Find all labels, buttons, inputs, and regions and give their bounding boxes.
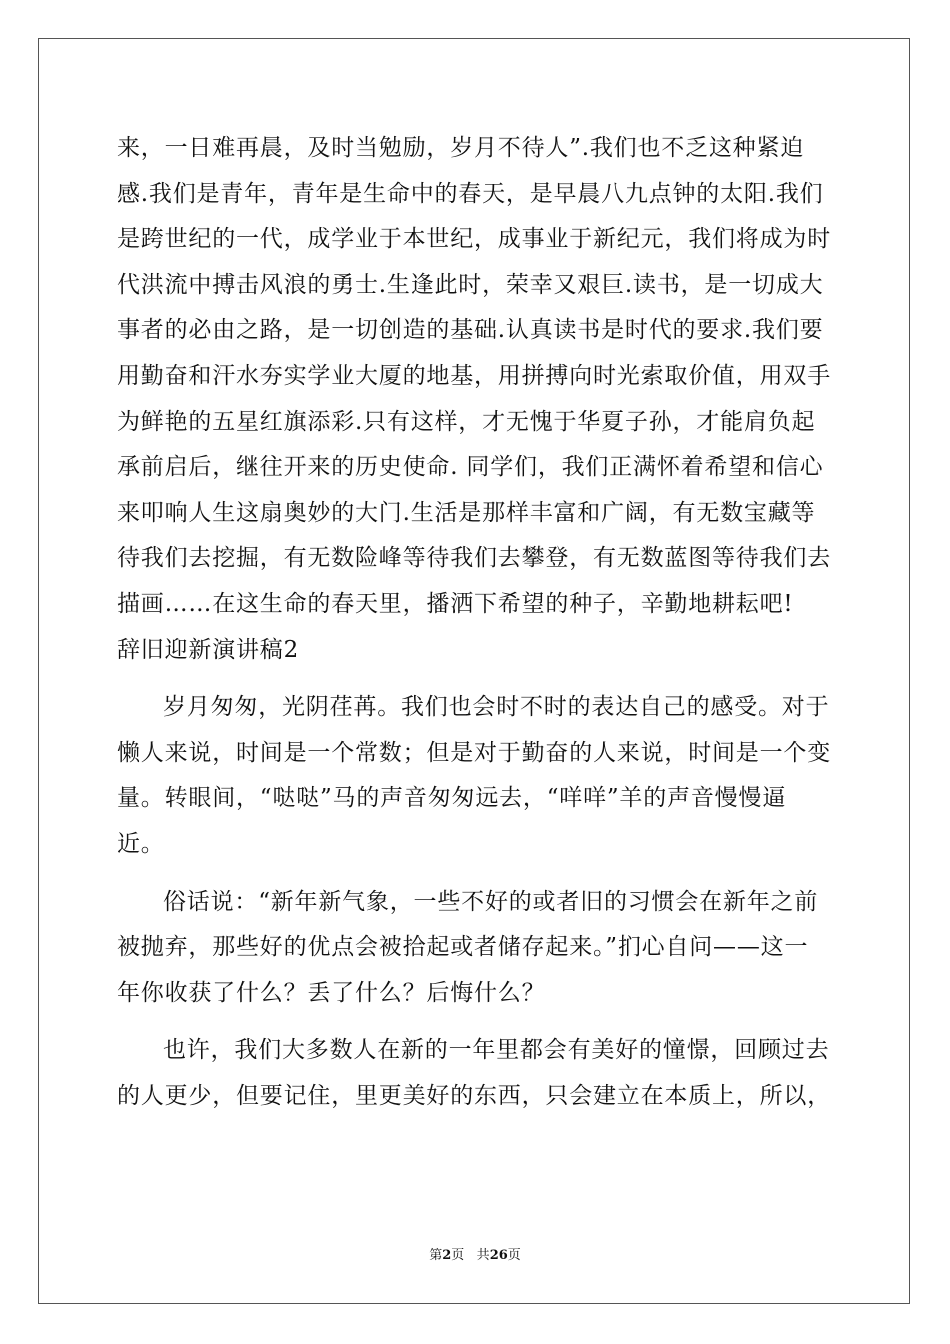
section-heading: 辞旧迎新演讲稿2	[117, 636, 300, 663]
text-line: 感.我们是青年，青年是生命中的春天，是早晨八九点钟的太阳.我们	[117, 180, 824, 207]
text-line: 的人更少，但要记住，里更美好的东西，只会建立在本质上，所以，	[117, 1082, 831, 1109]
page-current: 2	[442, 1248, 452, 1263]
text-line: 量。转眼间，“哒哒”马的声音匆匆远去，“咩咩”羊的声音慢慢逼	[117, 785, 787, 812]
text-line: 来叩响人生这扇奥妙的大门.生活是那样丰富和广阔，有无数宝藏等	[117, 499, 816, 526]
text-line: 事者的必由之路，是一切创造的基础.认真读书是时代的要求.我们要	[117, 317, 824, 344]
text-line: 描画……在这生命的春天里，播洒下希望的种子，辛勤地耕耘吧!	[117, 590, 794, 617]
page-total: 26	[489, 1248, 508, 1263]
paragraph	[117, 880, 837, 1017]
text-line: 是跨世纪的一代，成学业于本世纪，成事业于新纪元，我们将成为时	[117, 226, 831, 253]
text-line: 来，一日难再晨，及时当勉励，岁月不待人”.我们也不乏这种紧迫	[117, 135, 805, 161]
text-line: 近。	[117, 830, 165, 857]
text-line: 懒人来说，时间是一个常数；但是对于勤奋的人来说，时间是一个变	[117, 739, 831, 766]
text-line: 年你收获了什么？丢了什么？后悔什么？	[117, 979, 546, 1006]
text-line: 待我们去挖掘，有无数险峰等待我们去攀登，有无数蓝图等待我们去	[117, 545, 831, 572]
text-line: 用勤奋和汗水夯实学业大厦的地基，用拼搏向时光索取价值，用双手	[117, 362, 831, 389]
total-prefix: 共	[476, 1248, 490, 1263]
page-footer	[0, 1244, 950, 1263]
page-unit: 页	[451, 1248, 465, 1263]
text-line: 被抛弃，那些好的优点会被拾起或者储存起来。”扪心自问——这一	[117, 934, 809, 961]
document-body	[117, 126, 837, 1119]
text-line: 也许，我们大多数人在新的一年里都会有美好的憧憬，回顾过去	[163, 1037, 830, 1064]
text-line: 岁月匆匆，光阴荏苒。我们也会时不时的表达自己的感受。对于	[163, 694, 830, 721]
paragraph	[117, 685, 837, 867]
text-line: 俗话说：“新年新气象，一些不好的或者旧的习惯会在新年之前	[163, 888, 819, 915]
total-unit: 页	[507, 1248, 521, 1263]
text-line: 代洪流中搏击风浪的勇士.生逢此时，荣幸又艰巨.读书，是一切成大	[117, 271, 824, 298]
text-line: 承前启后，继往开来的历史使命. 同学们，我们正满怀着希望和信心	[117, 454, 824, 481]
text-line: 为鲜艳的五星红旗添彩.只有这样，才无愧于华夏子孙，才能肩负起	[117, 408, 816, 435]
paragraph	[117, 1028, 837, 1119]
page-prefix: 第	[429, 1248, 443, 1263]
